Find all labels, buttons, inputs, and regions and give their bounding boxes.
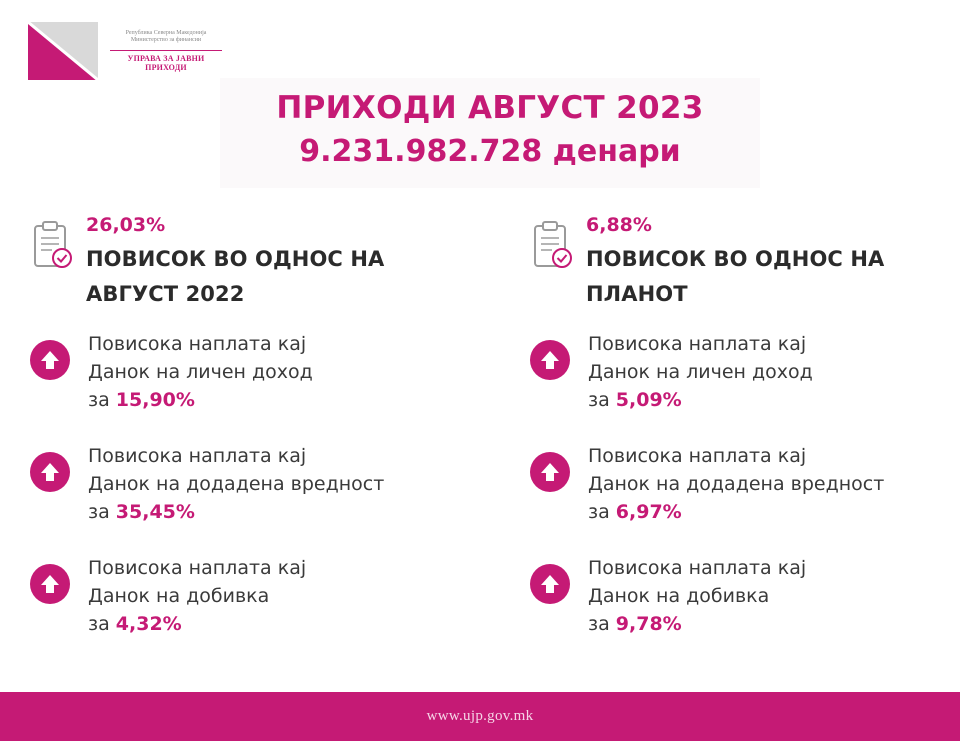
list-item xyxy=(530,554,950,666)
item-prefix: за xyxy=(588,389,610,411)
item-line3 xyxy=(588,498,948,526)
ujp-logo xyxy=(28,22,228,82)
item-percent: 15,90% xyxy=(115,389,195,411)
item-line1: Повисока наплата кај xyxy=(588,445,807,467)
summary-line1: ПОВИСОК ВО ОДНОС НА xyxy=(86,247,385,271)
ujp-logo-icon xyxy=(28,22,98,80)
footer-bar xyxy=(0,692,960,741)
item-line1: Повисока наплата кај xyxy=(88,333,307,355)
item-text xyxy=(588,330,948,414)
item-line2: Данок на личен доход xyxy=(88,361,313,383)
column-vs-august-2022 xyxy=(30,212,450,635)
item-percent: 35,45% xyxy=(115,501,195,523)
item-percent: 6,97% xyxy=(615,501,682,523)
items-list xyxy=(30,330,450,666)
clipboard-check-icon xyxy=(530,220,574,272)
summary-text xyxy=(86,242,446,312)
items-list xyxy=(530,330,950,666)
item-text xyxy=(88,442,448,526)
list-item xyxy=(530,442,950,554)
arrow-up-icon xyxy=(30,452,70,492)
item-line3 xyxy=(88,386,448,414)
list-item xyxy=(30,330,450,442)
item-line1: Повисока наплата кај xyxy=(88,557,307,579)
clipboard-check-icon xyxy=(30,220,74,272)
item-text xyxy=(88,554,448,638)
item-line3 xyxy=(588,386,948,414)
logo-country-text xyxy=(106,30,226,44)
summary-block xyxy=(530,212,950,312)
headline-box xyxy=(220,78,760,188)
summary-percent: 6,88% xyxy=(586,214,652,236)
item-line2: Данок на додадена вредност xyxy=(88,473,385,495)
logo-country-line2: Министерство за финансии xyxy=(130,37,202,43)
item-prefix: за xyxy=(88,613,110,635)
summary-line2: АВГУСТ 2022 xyxy=(86,282,245,306)
item-prefix: за xyxy=(88,501,110,523)
item-line2: Данок на добивка xyxy=(588,585,770,607)
arrow-up-icon xyxy=(30,340,70,380)
item-percent: 4,32% xyxy=(115,613,182,635)
item-percent: 5,09% xyxy=(615,389,682,411)
summary-line1: ПОВИСОК ВО ОДНОС НА xyxy=(586,247,885,271)
summary-percent: 26,03% xyxy=(86,214,166,236)
logo-country-line1: Република Северна Македонија xyxy=(125,30,207,36)
column-vs-plan xyxy=(530,212,950,635)
summary-text xyxy=(586,242,946,312)
headline-title: ПРИХОДИ АВГУСТ 2023 xyxy=(276,90,704,126)
item-line3 xyxy=(88,498,448,526)
item-line2: Данок на додадена вредност xyxy=(588,473,885,495)
list-item xyxy=(30,554,450,666)
item-prefix: за xyxy=(88,389,110,411)
item-line2: Данок на добивка xyxy=(88,585,270,607)
item-text xyxy=(588,554,948,638)
item-prefix: за xyxy=(588,613,610,635)
list-item xyxy=(30,442,450,554)
arrow-up-icon xyxy=(30,564,70,604)
arrow-up-icon xyxy=(530,564,570,604)
logo-divider xyxy=(110,50,222,51)
item-prefix: за xyxy=(588,501,610,523)
summary-block xyxy=(30,212,450,312)
list-item xyxy=(530,330,950,442)
item-text xyxy=(88,330,448,414)
item-line2: Данок на личен доход xyxy=(588,361,813,383)
footer-website-link[interactable]: www.ujp.gov.mk xyxy=(426,708,534,724)
summary-line2: ПЛАНОТ xyxy=(586,282,688,306)
item-line1: Повисока наплата кај xyxy=(88,445,307,467)
headline-total: 9.231.982.728 денари xyxy=(299,134,681,169)
item-line1: Повисока наплата кај xyxy=(588,333,807,355)
logo-agency-name: УПРАВА ЗА ЈАВНИ ПРИХОДИ xyxy=(127,54,205,72)
item-line3 xyxy=(588,610,948,638)
arrow-up-icon xyxy=(530,452,570,492)
item-line3 xyxy=(88,610,448,638)
arrow-up-icon xyxy=(530,340,570,380)
item-percent: 9,78% xyxy=(615,613,682,635)
item-line1: Повисока наплата кај xyxy=(588,557,807,579)
item-text xyxy=(588,442,948,526)
